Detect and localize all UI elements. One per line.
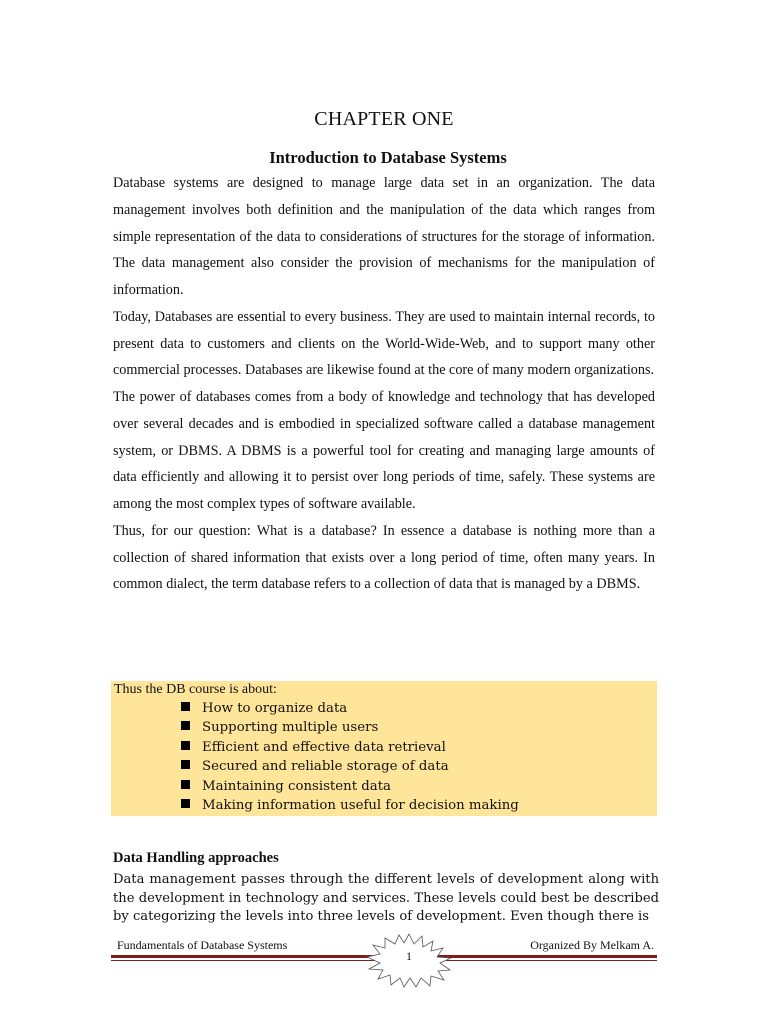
paragraph: Thus, for our question: What is a database? In essence a database is nothing more than a collection of shared information that exists over a long period of time, often many years. In common dialect, the term database refers to a collection of data that is managed by a DBMS. [113, 522, 655, 593]
list-item-label: How to organize data [202, 701, 348, 716]
paragraph: Database systems are designed to manage large data set in an organization. The data management involves both definition and the manipulation of the data which ranges from simple representation of the data to considerations of structures for the storage of information. The data management also consider the provision of mechanisms for the manipulation of information. [113, 175, 655, 298]
list-item-label: Maintaining consistent data [202, 778, 391, 794]
square-bullet-icon [181, 741, 190, 750]
list-item-label: Secured and reliable storage of data [202, 759, 449, 775]
course-highlight-box [111, 681, 657, 816]
paragraph: The power of databases comes from a body of knowledge and technology that has developed over several decades and is embodied in specialized software called a database management system, or DBMS. A DBMS is a powerful tool for creating and managing large amounts of data efficiently and allowing it to persist over long periods of time, safely. These systems are among the most complex types of software available. [113, 389, 655, 512]
list-item-label: Efficient and effective data retrieval [202, 739, 446, 755]
section-heading: Data Handling approaches [113, 850, 279, 866]
square-bullet-icon [181, 780, 190, 789]
course-lead: Thus the DB course is about: [114, 682, 277, 697]
list-item-label: Supporting multiple users [202, 720, 379, 736]
square-bullet-icon [181, 721, 190, 730]
square-bullet-icon [181, 702, 190, 711]
square-bullet-icon [181, 760, 190, 769]
chapter-title: CHAPTER ONE [314, 108, 454, 130]
section-body: Data management passes through the different levels of development along with the development in technology and services. These levels could best be described by categorizing the levels into three levels of development. Even though there is [113, 872, 659, 924]
list-item [181, 757, 519, 776]
course-list [181, 699, 519, 815]
list-item [181, 718, 519, 737]
list-item [181, 699, 519, 718]
chapter-subtitle: Introduction to Database Systems [269, 148, 507, 167]
paragraph: Today, Databases are essential to every business. They are used to maintain internal records, to present data to customers and clients on the World-Wide-Web, and to support many other commercial processes. Databases are likewise found at the core of many modern organizations. [113, 308, 655, 379]
list-item [181, 777, 519, 796]
list-item [181, 738, 519, 757]
list-item-label: Making information useful for decision making [202, 797, 519, 813]
footer-left-text: Fundamentals of Database Systems [117, 938, 288, 952]
page-number: 1 [406, 949, 412, 963]
square-bullet-icon [181, 799, 190, 808]
list-item [181, 796, 519, 815]
body-text [113, 170, 655, 598]
footer-right-text: Organized By Melkam A. [530, 938, 654, 952]
